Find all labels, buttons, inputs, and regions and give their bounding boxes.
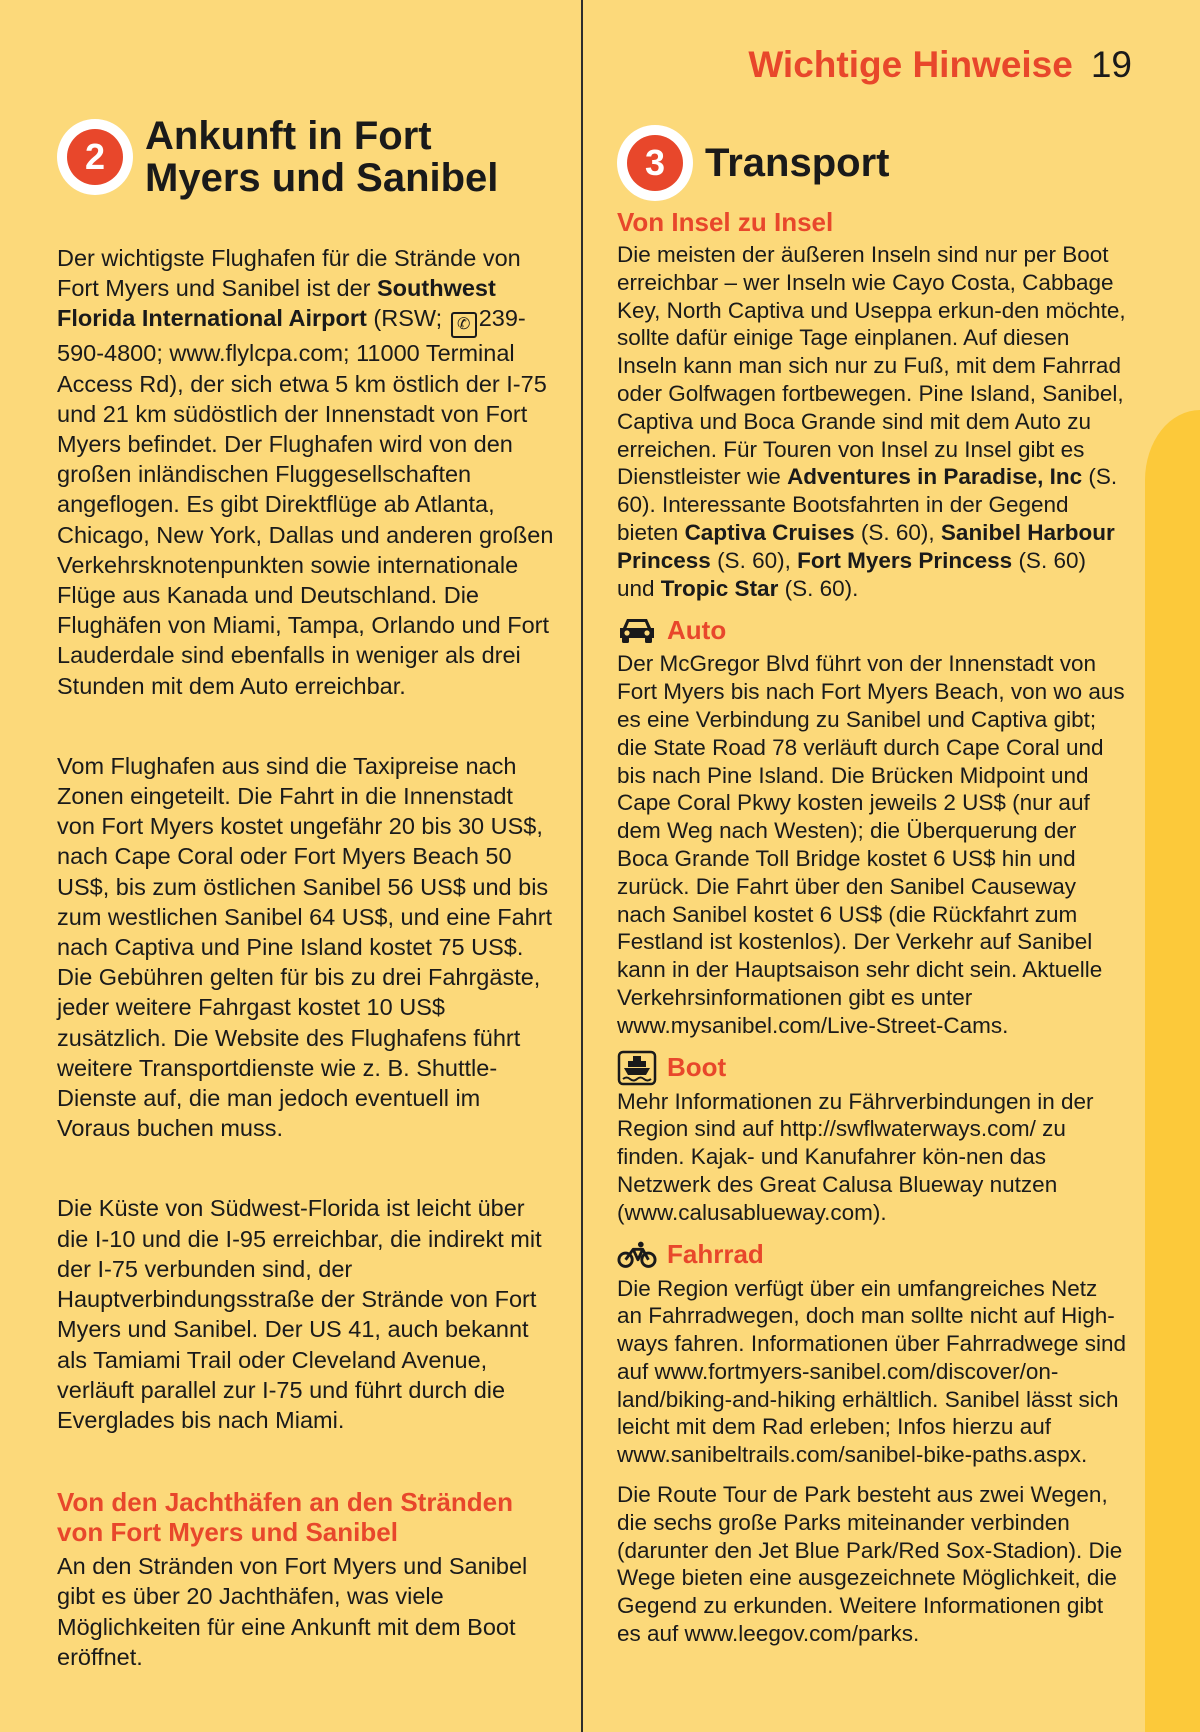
car-icon: [617, 614, 657, 646]
column-divider: [581, 0, 583, 1732]
left-column: [57, 115, 557, 1672]
section-title: [145, 115, 498, 199]
subhead-label: Auto: [667, 614, 727, 645]
operator-name: Adventures in Paradise, Inc: [787, 464, 1083, 490]
text-run: (S. 60).: [778, 575, 859, 601]
running-head: [748, 44, 1132, 86]
paragraph-airport: [57, 243, 557, 701]
paragraph-tour-de-park: Die Route Tour de Park besteht aus zwei Wegen, die sechs große Parks miteinander verbinden (darunter den Jet Blue Park/Red Sox-Stadion). Die Wege bieten eine ausgezeichnete Möglichkeit, die Gegend zu erkunden. Weitere Informationen gibt es auf www.leegov.com/parks.: [617, 1482, 1123, 1647]
paragraph-auto: Der McGregor Blvd führt von der Innenstadt von Fort Myers bis nach Fort Myers Beach, von wo aus es eine Verbindung zu Sanibel und Captiva gibt; die State Road 78 verläuft durch Cape Coral und bis nach Pine Island. Die Brücken Midpoint und Cape Coral Pkwy kosten jeweils 2 US$ (nur auf dem Weg nach Westen); die Überquerung der Boca Grande Toll Bridge kostet 6 US$ hin und zurück. Die Fahrt über den Sanibel Causeway nach Sanibel kostet 6 US$ (die Rückfahrt zum Festland ist kostenlos). Der Verkehr auf Sanibel kann in der Hauptsaison sehr dicht sein. Aktuelle Verkehrsinformationen gibt es unter www.mysanibel.com/Live-Street-Cams.: [617, 651, 1125, 1038]
airport-name: Southwest Florida International Airport: [57, 275, 496, 332]
paragraph-boot: Mehr Informationen zu Fährverbindungen in der Region sind auf http://swflwaterways.com/ zu finden. Kajak- und Kanufahrer kön-nen das Netzwerk des Great Calusa Blueway nutzen (www.calusablueway.com).: [617, 1088, 1094, 1225]
section-title-line: Ankunft in Fort: [145, 114, 432, 158]
operator-name: Captiva Cruises: [684, 519, 855, 545]
operator-name: Tropic Star: [660, 575, 779, 601]
subhead-fahrrad: [617, 1239, 1127, 1271]
ferry-icon: [617, 1052, 657, 1084]
paragraph-marinas: An den Stränden von Fort Myers und Sanibel gibt es über 20 Jachthäfen, was viele Möglichkeiten für eine Ankunft mit dem Boot eröffnet.: [57, 1553, 528, 1670]
text-run: (S. 60),: [710, 547, 798, 573]
page-edge-tab: [1145, 410, 1200, 1732]
phone-icon: ✆: [451, 312, 477, 338]
paragraph-islands: [617, 241, 1127, 602]
page-number: 19: [1090, 44, 1132, 85]
section-title-line: Myers und Sanibel: [145, 156, 499, 200]
right-column: [617, 125, 1127, 1648]
subhead-marinas: Von den Jachthäfen an den Stränden von Fort Myers und Sanibel: [57, 1487, 514, 1548]
subhead-boot: [617, 1052, 1127, 1084]
operator-name: Fort Myers Princess: [797, 547, 1013, 573]
section-number: 2: [67, 129, 123, 185]
section-number-badge: [617, 125, 693, 201]
text-run: Der wichtigste Flughafen für die Strände von Fort Myers und Sanibel ist der: [57, 245, 521, 302]
text-run: (S. 60) und: [617, 547, 1086, 601]
section-title: Transport: [705, 141, 890, 185]
paragraph-highways: Die Küste von Südwest-Florida ist leicht über die I-10 und die I-95 erreichbar, die indirekt mit der I-75 verbunden sind, der Hauptverbindungsstraße der Strände von Fort Myers und Sanibel. Der US 41, auch bekannt als Tamiami Trail oder Cleveland Avenue, verläuft parallel zur I-75 und führt durch die Everglades bis nach Miami.: [57, 1195, 542, 1433]
operator-name: Sanibel Harbour Princess: [617, 519, 1115, 573]
bicycle-icon: [617, 1239, 657, 1271]
section-number-badge: [57, 119, 133, 195]
paragraph-taxi: Vom Flughafen aus sind die Taxipreise nach Zonen eingeteilt. Die Fahrt in die Innenstadt von Fort Myers kostet ungefähr 20 bis 30 US$, nach Cape Coral oder Fort Myers Beach 50 US$, bis zum östlichen Sanibel 56 US$ und bis zum westlichen Sanibel 64 US$, und eine Fahrt nach Captiva und Pine Island kostet 75 US$. Die Gebühren gelten für bis zu drei Fahrgäste, jeder weitere Fahrgast kostet 10 US$ zusätzlich. Die Website des Flughafens führt weitere Transportdienste wie z. B. Shuttle-Dienste auf, die man jedoch eventuell im Voraus buchen muss.: [57, 752, 553, 1142]
text-run: 239-590-4800; www.flylcpa.com; 11000 Terminal Access Rd), der sich etwa 5 km östlich der I-75 und 21 km südöstlich der Innenstadt von Fort Myers befindet. Der Flughafen wird von den großen inländischen Fluggesellschaften angeflogen. Es gibt Direktflüge ab Atlanta, Chicago, New York, Dallas und anderen großen Verkehrsknotenpunkten sowie internationale Flüge aus Kanada und Deutschland. Die Flughäfen von Miami, Tampa, Orlando und Fort Lauderdale sind ebenfalls in weniger als drei Stunden mit dem Auto erreichbar.: [57, 305, 554, 699]
text-run: (S. 60). Interessante Bootsfahrten in der Gegend bieten: [617, 464, 1118, 545]
subhead-auto: [617, 614, 1127, 646]
text-run: (S. 60),: [854, 519, 941, 545]
section-heading-arrival: [57, 115, 557, 199]
section-heading-transport: [617, 125, 1127, 201]
subhead-island-hopping: Von Insel zu Insel: [617, 207, 834, 237]
section-number: 3: [627, 135, 683, 191]
running-head-title: Wichtige Hinweise: [748, 44, 1073, 85]
text-run: (RSW;: [366, 305, 449, 332]
paragraph-fahrrad: Die Region verfügt über ein umfangreiches Netz an Fahrradwegen, doch man sollte nicht auf High-ways fahren. Informationen über Fahrradwege sind auf www.fortmyers-sanibel.com/discover/on-land/biking-and-hiking erhältlich. Sanibel lässt sich leicht mit dem Rad erleben; Infos hierzu auf www.sanibeltrails.com/sanibel-bike-paths.aspx.: [617, 1275, 1127, 1468]
text-run: Die meisten der äußeren Inseln sind nur per Boot erreichbar – wer Inseln wie Cayo Costa, Cabbage Key, North Captiva und Useppa erkun-den möchte, sollte dafür einige Tage einplanen. Auf diesen Inseln kann man sich nur zu Fuß, mit dem Fahrrad oder Golfwagen fortbewegen. Pine Island, Sanibel, Captiva und Boca Grande sind mit dem Auto zu erreichen. Für Touren von Insel zu Insel gibt es Dienstleister wie: [617, 242, 1126, 490]
subhead-label: Fahrrad: [667, 1239, 764, 1269]
subhead-label: Boot: [667, 1052, 727, 1083]
